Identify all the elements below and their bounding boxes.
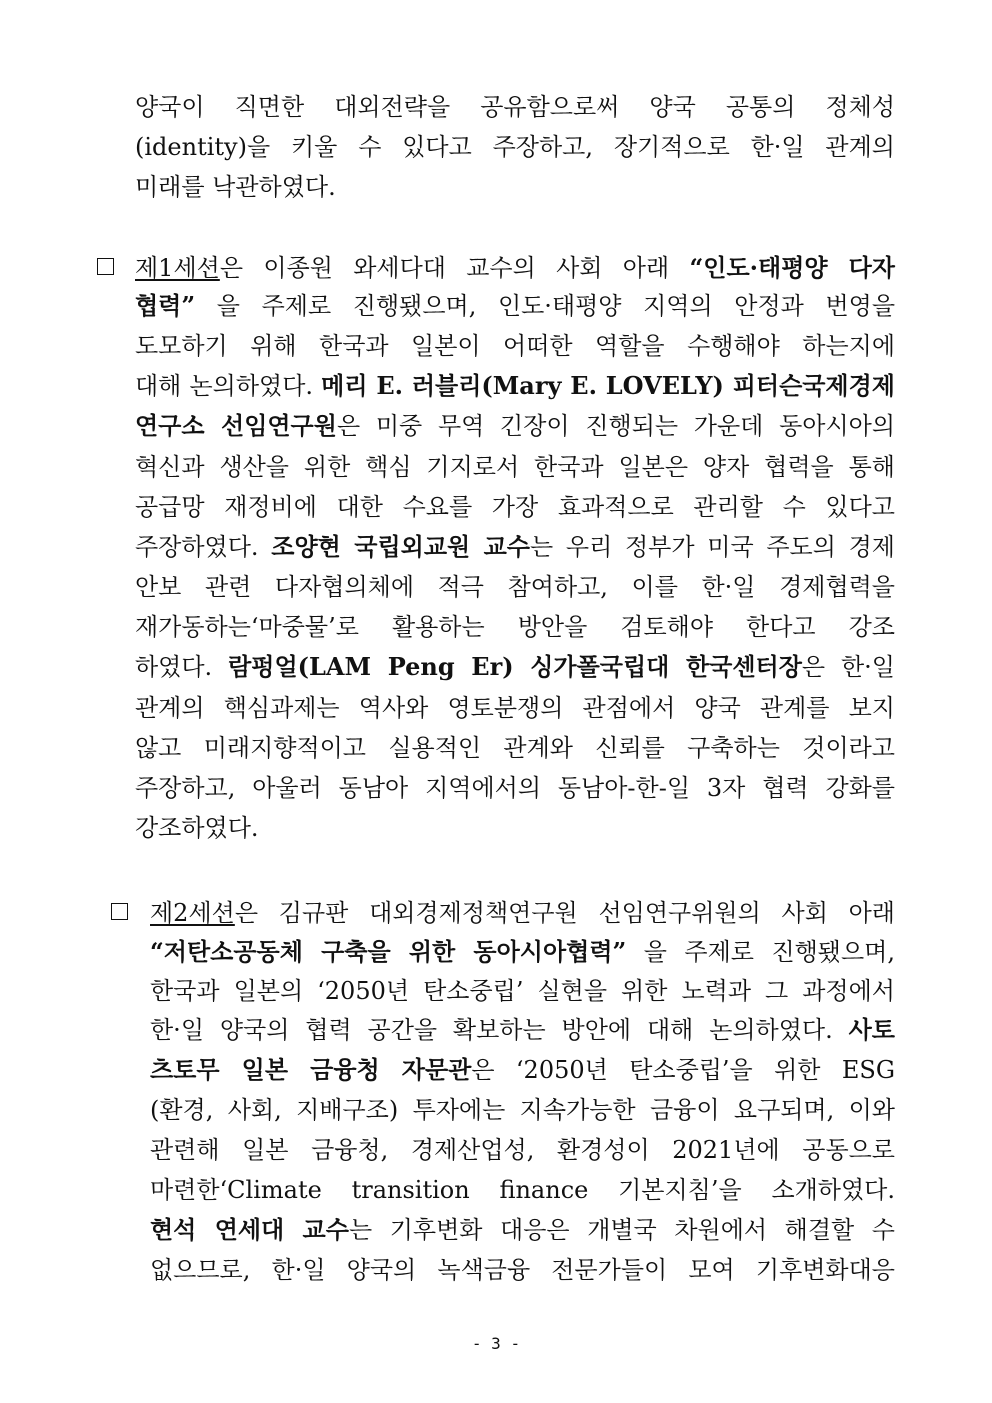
session2-title: 제2세션: [150, 899, 235, 927]
session2-line: 관련해 일본 금융청, 경제산업성, 환경성이 2021년에 공동으로: [150, 1136, 895, 1164]
intro-line: (identity)을 키울 수 있다고 주장하고, 장기적으로 한·일 관계의: [135, 133, 895, 161]
session1-line: 안보 관련 다자협의체에 적극 참여하고, 이를 한·일 경제협력을: [135, 573, 895, 601]
session2-line: 제2세션은 김규판 대외경제정책연구원 선임연구위원의 사회 아래: [150, 899, 895, 927]
session1-title: 제1세션: [135, 254, 220, 282]
session1-line: 강조하였다.: [135, 814, 259, 842]
session1-line: 혁신과 생산을 위한 핵심 기지로서 한국과 일본은 양자 협력을 통해: [135, 453, 895, 481]
session1-line: 도모하기 위해 한국과 일본이 어떠한 역할을 수행해야 하는지에: [135, 332, 895, 360]
session2-line: (환경, 사회, 지배구조) 투자에는 지속가능한 금융이 요구되며, 이와: [150, 1096, 895, 1124]
session1-line: 공급망 재정비에 대한 수요를 가장 효과적으로 관리할 수 있다고: [135, 493, 895, 521]
session1-line: 않고 미래지향적이고 실용적인 관계와 신뢰를 구축하는 것이라고: [135, 734, 895, 762]
session2-line: 현석 연세대 교수는 기후변화 대응은 개별국 차원에서 해결할 수: [150, 1215, 895, 1244]
session1-line: 협력” 을 주제로 진행됐으며, 인도·태평양 지역의 안정과 번영을: [135, 291, 895, 320]
checkbox-bullet-icon: [111, 903, 128, 920]
session2-line: 한·일 양국의 협력 공간을 확보하는 방안에 대해 논의하였다. 사토: [150, 1015, 895, 1044]
session2-line: 없으므로, 한·일 양국의 녹색금융 전문가들이 모여 기후변화대응: [150, 1256, 895, 1284]
session1-line: 하였다. 람펑얼(LAM Peng Er) 싱가폴국립대 한국센터장은 한·일: [135, 652, 895, 681]
session1-line: 재가동하는‘마중물’로 활용하는 방안을 검토해야 한다고 강조: [135, 613, 895, 641]
session1-line: 제1세션은 이종원 와세다대 교수의 사회 아래 “인도·태평양 다자: [135, 253, 895, 282]
session1-line: 관계의 핵심과제는 역사와 영토분쟁의 관점에서 양국 관계를 보지: [135, 694, 895, 722]
session2-line: 마련한‘Climate transition finance 기본지침’을 소개하였다.: [150, 1176, 895, 1204]
session1-line: 주장하고, 아울러 동남아 지역에서의 동남아-한-일 3자 협력 강화를: [135, 774, 895, 802]
session2-line: 한국과 일본의 ‘2050년 탄소중립’ 실현을 위한 노력과 그 과정에서: [150, 977, 895, 1005]
session1-line: 대해 논의하였다. 메리 E. 러블리(Mary E. LOVELY) 피터슨국제경제: [135, 371, 895, 400]
session2-line: “저탄소공동체 구축을 위한 동아시아협력” 을 주제로 진행됐으며,: [150, 937, 895, 966]
session1-line: 주장하였다. 조양현 국립외교원 교수는 우리 정부가 미국 주도의 경제: [135, 532, 895, 561]
session1-line: 연구소 선임연구원은 미중 무역 긴장이 진행되는 가운데 동아시아의: [135, 411, 896, 440]
checkbox-bullet-icon: [97, 258, 114, 275]
intro-line: 양국이 직면한 대외전략을 공유함으로써 양국 공통의 정체성: [135, 93, 895, 121]
intro-line: 미래를 낙관하였다.: [135, 173, 336, 201]
session2-line: 츠토무 일본 금융청 자문관은 ‘2050년 탄소중립’을 위한 ESG: [150, 1055, 896, 1084]
page-number: - 3 -: [471, 1334, 521, 1353]
